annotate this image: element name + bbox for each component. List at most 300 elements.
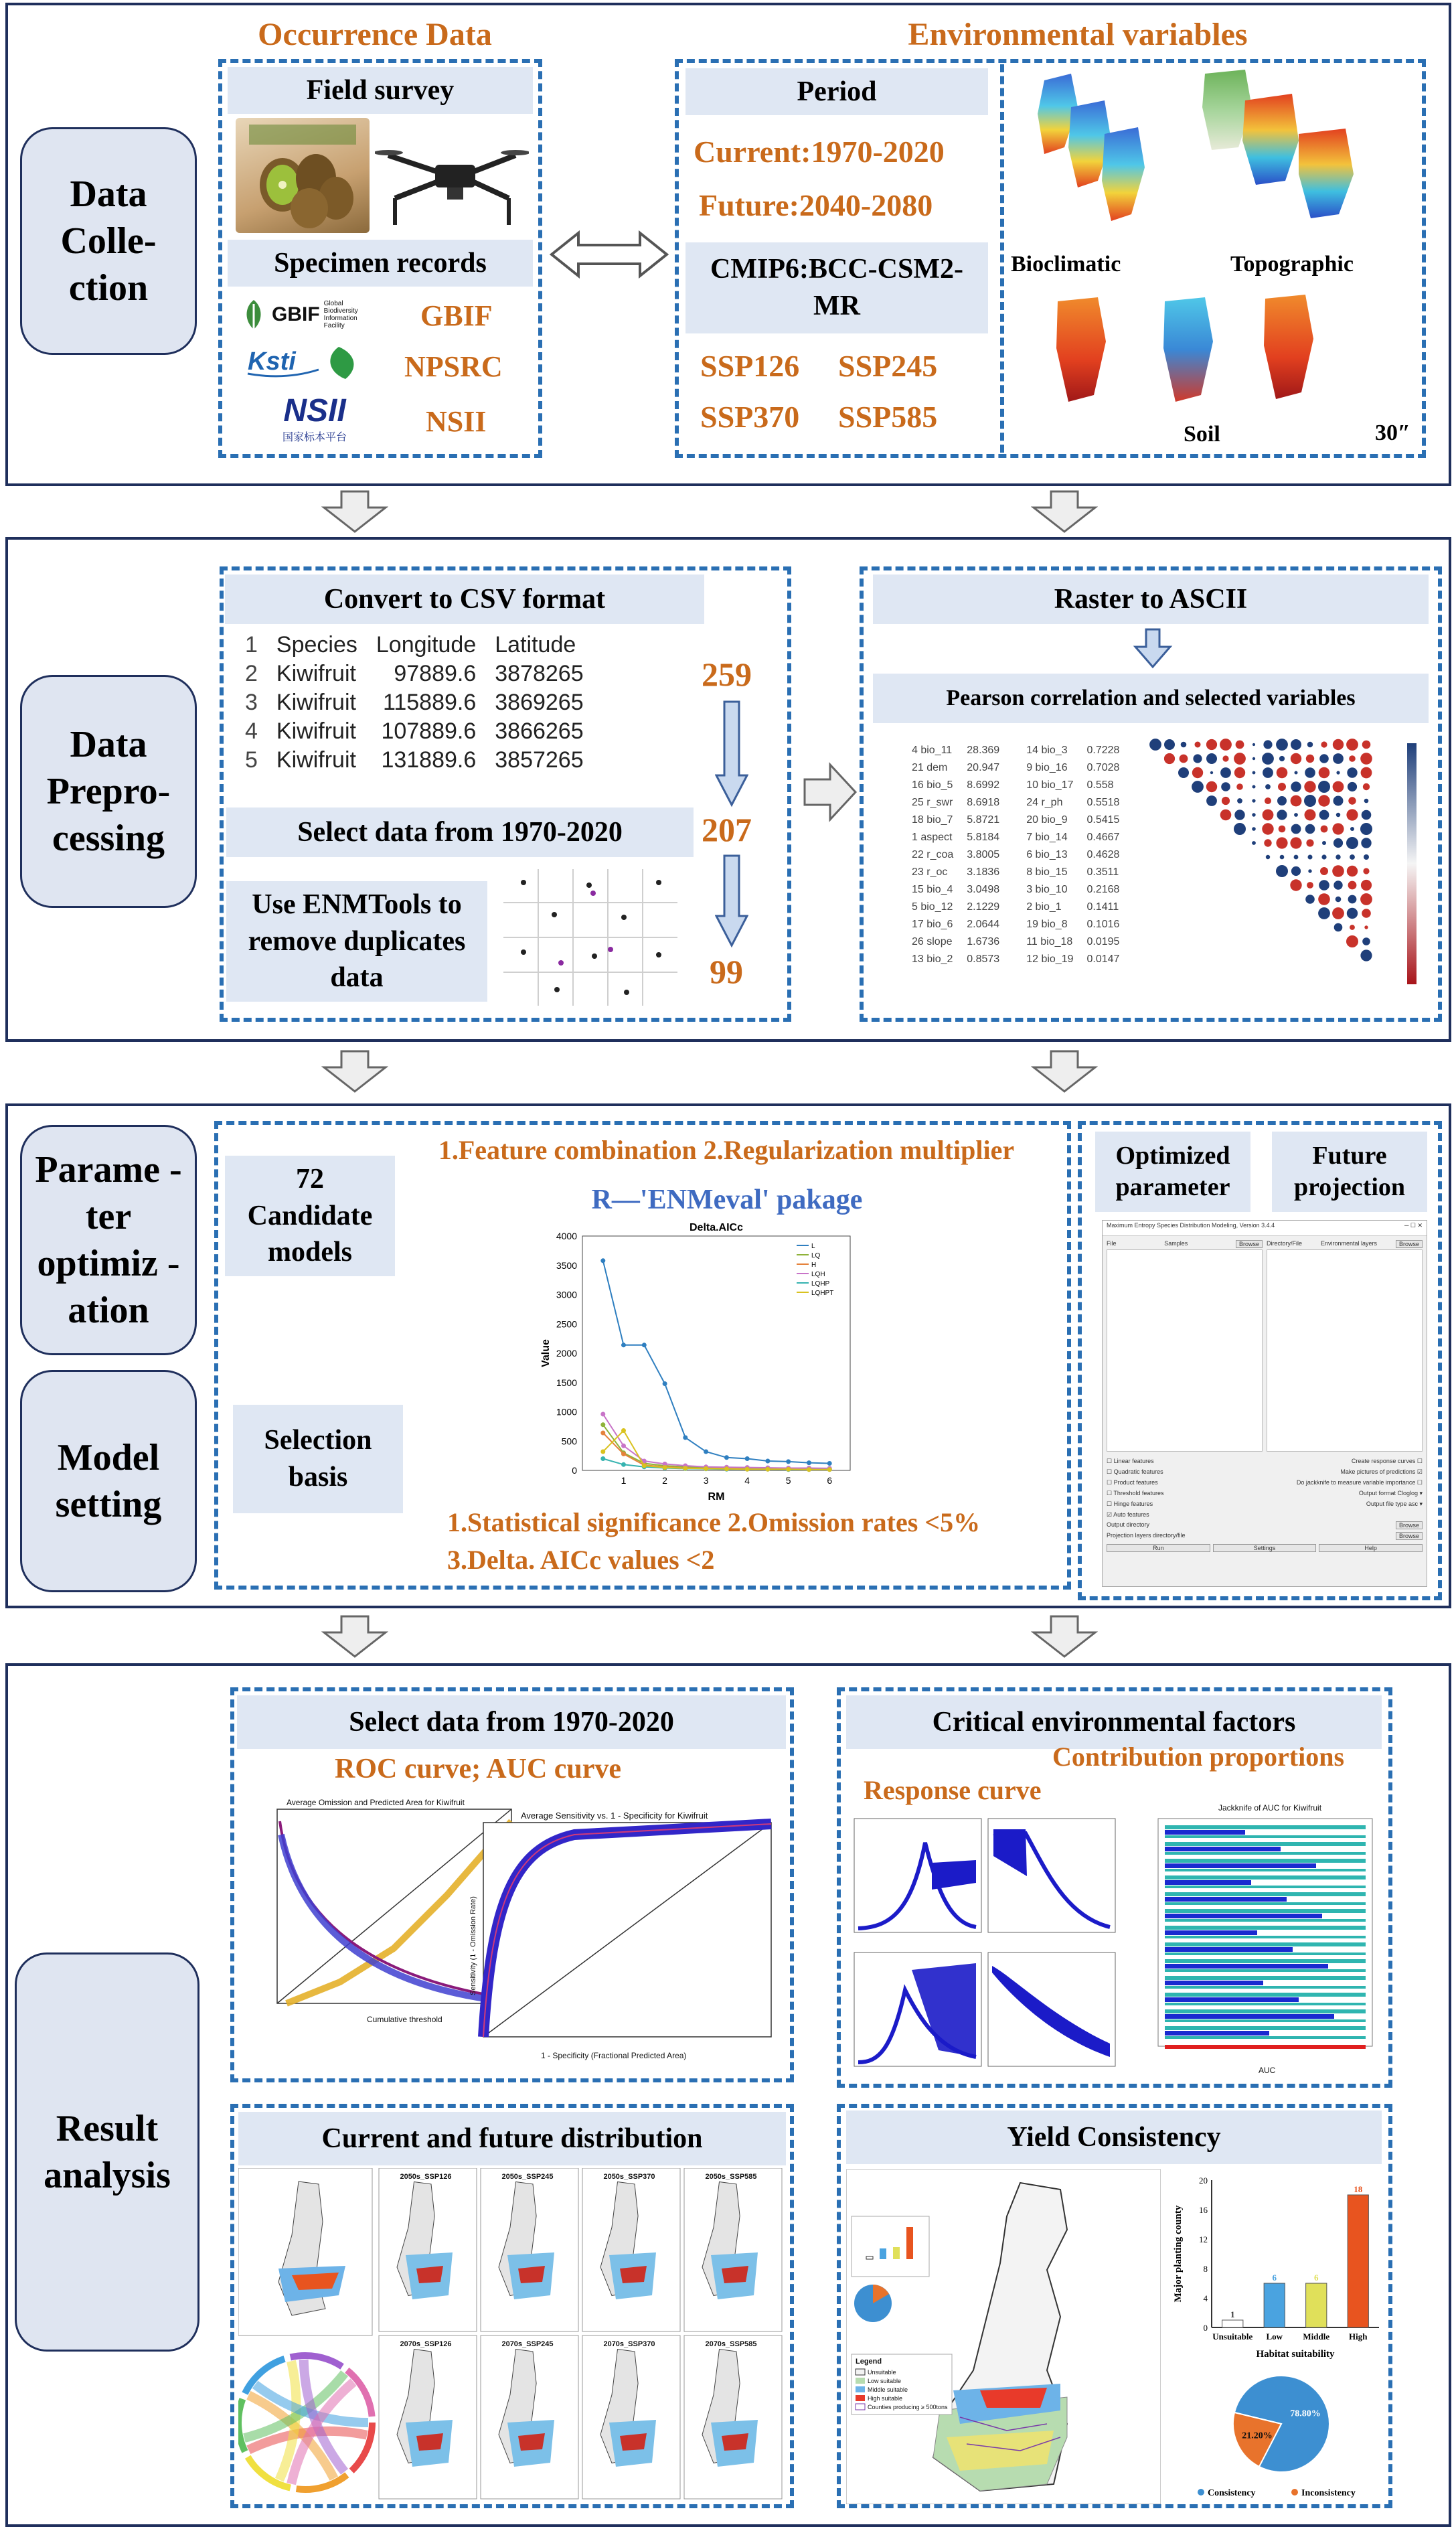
variable-cell: 3 bio_10 [1026,884,1068,895]
correlation-dot [1291,739,1301,750]
correlation-dot [1234,767,1245,778]
future-map-high [416,2433,443,2451]
correlation-dot [1234,753,1246,765]
aicc-ytick: 4000 [556,1231,577,1241]
variable-cell: 0.7028 [1086,762,1120,773]
jackknife-chart [1138,1798,1386,2080]
ybar-value-label: 1 [1230,2309,1235,2319]
jackknife-bar-with [1165,1892,1366,1896]
correlation-dot [1164,739,1175,750]
variable-cell: 28.369 [967,745,1000,756]
jackknife-bar-without [1165,1969,1366,1972]
correlation-dot [1220,810,1232,821]
response-curves [852,1816,1119,2073]
correlation-dot [1234,823,1246,835]
correlation-dot [1350,827,1354,831]
ybar-ytick: 20 [1199,2175,1208,2185]
browse-projection-button[interactable]: Browse [1396,1532,1423,1540]
variable-cell: 8 bio_15 [1026,866,1068,878]
variable-cell: 18 bio_7 [912,814,953,826]
cmip6-label: CMIP6:BCC-CSM2-MR [685,242,988,333]
maxent-option[interactable]: Output file type asc ▾ [1366,1501,1423,1507]
variable-cell: 25 r_swr [912,797,953,808]
correlation-dot [1265,784,1271,789]
correlation-dot [1290,879,1301,891]
jackknife-xlabel: AUC [1259,2066,1276,2075]
correlation-dot [1193,754,1202,763]
correlation-dot [1276,865,1288,877]
down-arrow-1-right [1031,490,1098,533]
correlation-dot [1333,838,1343,848]
correlation-dot [1308,869,1311,872]
aicc-ytick: 3000 [556,1289,577,1300]
correlation-dot [1306,839,1313,846]
jackknife-bar-without [1165,1936,1366,1938]
correlation-dot [1252,841,1256,845]
jackknife-bar-without [1165,1835,1366,1838]
correlation-dot [1360,949,1372,961]
maxent-titlebar: Maximum Entropy Species Distribution Modeling, Version 3.4.4 ─ ☐ ✕ [1103,1221,1427,1236]
enmtools-label: Use ENMTools to remove duplicates data [226,881,487,1002]
correlation-dot [1195,742,1201,748]
correlation-dot [1363,783,1370,790]
distribution-label: Current and future distribution [238,2112,786,2165]
help-button[interactable]: Help [1319,1544,1423,1552]
correlation-dot [1360,823,1372,835]
variable-cell: 3.1836 [967,866,1000,878]
correlation-dot [1222,797,1230,805]
correlation-dot [1318,893,1330,905]
ssp126-label: SSP126 [700,349,800,383]
yield-map [846,2169,1161,2504]
aicc-point [745,1467,750,1472]
stage-label-data-preprocessing: Data Prepro-cessing [20,675,197,908]
maxent-option[interactable]: ☐ Linear features [1107,1458,1154,1464]
window-controls-icon[interactable]: ─ ☐ ✕ [1404,1222,1423,1229]
ybar-category-label: High [1349,2331,1368,2342]
specimen-records-label: Specimen records [228,240,533,287]
aicc-ytick: 1500 [556,1377,577,1388]
table-row [905,951,1126,968]
aicc-point [600,1412,605,1417]
correlation-dot [1236,783,1243,790]
jackknife-bar-without [1165,1869,1366,1871]
preprocess-right-arrow [803,762,857,825]
jackknife-bar-only [1165,1863,1316,1868]
double-arrow [549,228,669,281]
variable-cell: 1.6736 [967,936,1000,947]
ypie-value-label: 78.80% [1290,2408,1321,2419]
correlation-dot [1164,753,1175,764]
candidate-models-label: 72 Candidate models [225,1156,395,1276]
ssp585-label: SSP585 [838,400,938,434]
correlation-dot [1307,882,1313,889]
aicc-ytick: 2000 [556,1348,577,1359]
csv-cell: 115889.6 [382,690,477,715]
correlation-dot [1277,796,1287,806]
aicc-ytick: 3500 [556,1259,577,1271]
variable-cell: 10 bio_17 [1026,779,1074,791]
jackknife-bar-with [1165,1909,1366,1913]
jackknife-bar-with [1165,1942,1366,1946]
variable-cell: 7 bio_14 [1026,832,1068,843]
run-button[interactable]: Run [1107,1544,1210,1552]
ypie-legend-swatch [1291,2489,1298,2496]
table-row [905,777,1126,794]
correlation-dot [1333,880,1342,889]
variable-cell: 19 bio_8 [1026,919,1068,930]
bioclimatic-label: Bioclimatic [1011,252,1121,277]
browse-output-button[interactable]: Browse [1396,1521,1423,1529]
correlation-dot [1333,781,1344,793]
csv-header-longitude: Longitude [376,632,477,658]
correlation-dot [1291,781,1301,791]
roc-charts [260,1794,782,2076]
aicc-ytick: 0 [572,1465,577,1476]
correlation-dot [1277,810,1287,820]
table-row [905,794,1126,812]
table-row [905,829,1126,846]
variable-cell: 17 bio_6 [912,919,953,930]
aicc-point [765,1467,770,1472]
contribution-label: Contribution proportions [1052,1742,1345,1772]
convert-csv-label: Convert to CSV format [225,574,704,624]
ypie-legend-label: Inconsistency [1301,2488,1356,2498]
variable-cell: 3.0498 [967,884,1000,895]
csv-cell: 3878265 [495,661,584,686]
correlation-dot [1291,824,1301,834]
correlation-dot [1347,908,1358,919]
correlation-dot [1252,743,1255,746]
aicc-point [807,1460,811,1465]
future-map-label: 2070s_SSP245 [501,2340,554,2348]
correlation-dot [1360,753,1372,765]
aicc-xtick: 5 [785,1475,791,1486]
jackknife-bar-with [1165,2026,1366,2030]
variable-cell: 0.5415 [1086,814,1120,826]
roc-left-title: Average Omission and Predicted Area for Kiwifruit [287,1798,465,1807]
variable-cell: 0.4667 [1086,832,1120,843]
aicc-point [663,1465,667,1470]
samples-list[interactable] [1107,1249,1263,1452]
pearson-label: Pearson correlation and selected variables [873,674,1429,723]
ybar-bar [1222,2320,1243,2327]
jackknife-bar-without [1165,1919,1366,1922]
aicc-ytick: 1000 [556,1406,577,1417]
table-row [905,864,1126,881]
variable-cell: 8.6918 [967,797,1000,808]
aicc-point [683,1436,687,1440]
ybar-ylabel: Major planting county [1173,2205,1184,2303]
future-map-label: 2050s_SSP126 [400,2173,452,2181]
response-curve-label: Response curve [864,1775,1042,1805]
count-99: 99 [710,953,743,990]
correlation-dot [1276,837,1287,848]
jackknife-bar-with [1165,1926,1366,1930]
yield-bar-chart [1165,2167,1386,2368]
correlation-dot [1263,740,1272,749]
variable-cell: 0.4628 [1086,849,1120,860]
ybar-ytick: 0 [1203,2323,1208,2333]
variable-cell: 6 bio_13 [1026,849,1068,860]
browse-samples-button[interactable]: Browse [1236,1240,1263,1248]
variable-cell: 5 bio_12 [912,901,953,913]
csv-row-index: 4 [245,718,258,744]
future-map-label: 2050s_SSP585 [705,2173,757,2181]
variable-cell: 24 r_ph [1026,797,1063,808]
maxent-window: Maximum Entropy Species Distribution Modeling, Version 3.4.4 ─ ☐ ✕ File Samples Browse Directory/File Environmental layers Browse ☐ Linear features ☐ Quadratic features ☐ Product features ☐ Threshold features ☐ Hinge features ☑ Auto features Create response curves ☐ Make pictures of predictions ☑ Do jackknife to measure variable importance ☐ Output format Cloglog ▾ Output file type asc ▾ Output directory Browse Projection layers directory/file Browse Run Settings Help [1102,1220,1427,1587]
maxent-option[interactable]: ☐ Threshold features [1107,1490,1164,1497]
ybar-category-label: Low [1266,2331,1283,2342]
aicc-ytick: 2500 [556,1318,577,1330]
period-label: Period [685,68,988,115]
correlation-dot [1277,767,1288,779]
bioclimatic-maps [1018,67,1178,248]
environmental-variables-title: Environmental variables [908,17,1248,52]
correlation-dot [1320,867,1328,875]
critical-factors-label: Critical environmental factors [846,1695,1382,1749]
jackknife-bar-without [1165,2036,1366,2039]
aicc-point [786,1459,791,1464]
correlation-dot [1220,767,1231,778]
correlation-dot [1322,841,1326,845]
jackknife-bar-only [1165,1981,1263,1985]
jackknife-bar-only [1165,1847,1281,1851]
variable-cell: 20 bio_9 [1026,814,1068,826]
roc-right-title: Average Sensitivity vs. 1 - Specificity for Kiwifruit [521,1811,708,1821]
correlation-dot [1220,739,1232,751]
aicc-point [600,1422,605,1427]
jackknife-bar-without [1165,2003,1366,2005]
drone-photo [375,118,529,233]
jackknife-bar-only [1165,1997,1299,2002]
roc-left-xlabel: Cumulative threshold [367,2015,442,2024]
aicc-point [704,1466,708,1471]
variable-cell: 20.947 [967,762,1000,773]
results-select-data-label: Select data from 1970-2020 [237,1695,786,1749]
criteria-line-1: 1.Statistical significance 2.Omission rates <5% [447,1507,981,1537]
svg-text:Ksti: Ksti [248,348,296,376]
jackknife-bar-only [1165,1947,1293,1952]
jackknife-bar-with [1165,1976,1366,1980]
csv-cell: 3869265 [495,690,584,715]
aicc-point [704,1450,708,1454]
csv-cell: 3857265 [495,747,584,773]
ypie-legend-label: Consistency [1208,2488,1256,2498]
stage-label-parameter-optimization: Parame -ter optimiz -ation [20,1125,197,1355]
variable-cell: 16 bio_5 [912,779,953,791]
maxent-option[interactable]: Output format Cloglog ▾ [1358,1490,1423,1497]
jackknife-bar-with [1165,2009,1366,2013]
correlation-dot [1350,854,1355,860]
soil-label: Soil [1184,422,1220,447]
aicc-legend-label: L [811,1243,815,1250]
roc-auc-title: ROC curve; AUC curve [335,1754,622,1784]
correlation-dot [1180,755,1188,763]
future-map-high [518,2266,545,2283]
csv-cell: 107889.6 [381,718,477,744]
correlation-matrix [1142,737,1423,991]
csv-header-latitude: Latitude [495,632,576,658]
variable-cell: 0.1411 [1086,901,1119,913]
raster-down-arrow [1133,628,1173,672]
correlation-dot [1279,756,1285,761]
ypie-legend-swatch [1198,2489,1204,2496]
map-legend-title: Legend [856,2358,882,2366]
correlation-dot [1321,741,1327,747]
distribution-maps [238,2168,787,2503]
table-row [905,881,1126,899]
correlation-dot [1347,767,1357,777]
aicc-point [786,1467,791,1472]
future-map-high [620,2266,647,2283]
down-arrow-2-right [1031,1050,1098,1093]
correlation-dot [1336,771,1340,774]
future-period: Future:2040-2080 [699,188,933,222]
table-row [236,688,593,717]
variable-cell: 0.3511 [1086,866,1119,878]
correlation-dot [1192,767,1203,778]
ybar-category-label: Middle [1303,2331,1330,2342]
aicc-point [621,1343,626,1347]
table-row [236,660,593,688]
ybar-category-label: Unsuitable [1212,2331,1253,2342]
ybar-value-label: 6 [1314,2273,1319,2283]
aicc-point [621,1444,626,1448]
correlation-dot [1236,741,1244,749]
variable-cell: 0.7228 [1086,745,1120,756]
env-layers-list[interactable] [1267,1249,1423,1452]
aicc-title: Delta.AICc [689,1222,744,1233]
aicc-point [621,1428,626,1433]
map-legend-item: Unsuitable [868,2369,896,2376]
correlation-dot [1291,753,1301,764]
future-map-high [416,2266,443,2283]
down-arrow-1-left [321,490,388,533]
table-row [905,899,1126,916]
correlation-dot [1321,826,1328,833]
ssp245-label: SSP245 [838,349,938,383]
table-row [905,812,1126,829]
variable-cell: 14 bio_3 [1026,745,1068,756]
maxent-option[interactable]: ☐ Hinge features [1107,1501,1153,1507]
csv-cell: Kiwifruit [276,661,356,686]
correlation-dot [1336,813,1340,817]
correlation-dot [1362,909,1371,918]
variable-cell: 0.0195 [1086,936,1120,947]
maxent-option[interactable]: ☑ Auto features [1107,1511,1149,1518]
jackknife-title: Jackknife of AUC for Kiwifruit [1218,1803,1322,1813]
criteria-line-2: 3.Delta. AICc values <2 [447,1545,715,1575]
correlation-dot [1262,753,1274,765]
npsrc-label: NPSRC [404,350,503,383]
jackknife-bar-with [1165,1875,1366,1880]
correlation-dot [1266,855,1270,859]
variable-cell: 2.1229 [967,901,1000,913]
csv-header-species: Species [276,632,357,658]
correlation-dot [1278,783,1286,791]
correlation-dot [1319,754,1329,763]
delta-aicc-chart [536,1216,884,1511]
csv-row-index: 2 [245,661,258,686]
aicc-xtick: 1 [621,1475,627,1486]
jackknife-bar-without [1165,1902,1366,1905]
csv-row-index: 1 [245,632,258,658]
variable-cell: 5.8184 [967,832,1000,843]
correlation-dot [1364,799,1369,803]
jackknife-bar-without [1165,1986,1366,1989]
csv-cell: 3866265 [495,718,584,744]
variable-cell: 11 bio_18 [1026,936,1073,947]
maxent-option[interactable]: ☐ Quadratic features [1107,1468,1163,1475]
maxent-option[interactable]: Make pictures of predictions ☑ [1340,1468,1423,1475]
aicc-legend-label: H [811,1261,817,1269]
aicc-legend-label: LQHP [811,1280,830,1288]
maxent-option[interactable]: Create response curves ☐ [1351,1458,1423,1464]
correlation-dot [1332,865,1344,877]
current-map-high [292,2273,339,2290]
correlation-dot [1346,739,1358,751]
jackknife-bar-only [1165,1897,1287,1902]
csv-row-index: 5 [245,747,258,773]
aicc-xlabel: RM [708,1491,725,1503]
aicc-point [663,1381,667,1386]
current-period: Current:1970-2020 [694,135,945,169]
topographic-label: Topographic [1230,252,1354,277]
arrow-259-to-207 [715,700,748,810]
correlation-dot [1319,767,1330,779]
correlation-dot [1252,757,1255,760]
variable-cell: 0.2168 [1086,884,1120,895]
correlation-dot [1305,810,1316,821]
correlation-dot [1362,937,1370,945]
table-row [905,759,1126,777]
correlation-dot [1252,813,1255,816]
correlation-dot [1334,923,1343,932]
gbif-label: GBIF [420,299,493,332]
correlation-dot [1349,755,1356,762]
aicc-legend-label: LQ [811,1252,821,1259]
variable-cell: 2 bio_1 [1026,901,1062,913]
ybar-ytick: 12 [1199,2234,1208,2244]
maxent-option[interactable]: Do jackknife to measure variable importance ☐ [1296,1479,1423,1486]
aicc-point [600,1431,605,1436]
correlation-dot [1264,839,1271,846]
future-map-high [518,2433,545,2451]
resolution-label: 30″ [1375,420,1410,445]
ybar-bar [1306,2283,1327,2327]
maxent-option[interactable]: ☐ Product features [1107,1479,1158,1486]
settings-button[interactable]: Settings [1213,1544,1317,1552]
correlation-dot [1221,782,1230,791]
variable-cell: 15 bio_4 [912,884,953,895]
aicc-point [600,1258,605,1263]
chord-arc [291,2356,342,2367]
ypie-value-label: 21.20% [1242,2431,1273,2441]
jackknife-bar-only [1165,1914,1322,1918]
correlation-dot [1306,755,1314,763]
variable-cell: 0.1016 [1086,919,1120,930]
aicc-point [642,1343,647,1347]
correlation-dot [1222,755,1228,761]
aicc-point [724,1466,729,1471]
aicc-point [600,1456,605,1461]
table-row [905,742,1126,759]
browse-env-button[interactable]: Browse [1396,1240,1423,1248]
ssp370-label: SSP370 [700,400,800,434]
ybar-ytick: 4 [1203,2293,1208,2303]
correlation-dot [1181,742,1187,748]
